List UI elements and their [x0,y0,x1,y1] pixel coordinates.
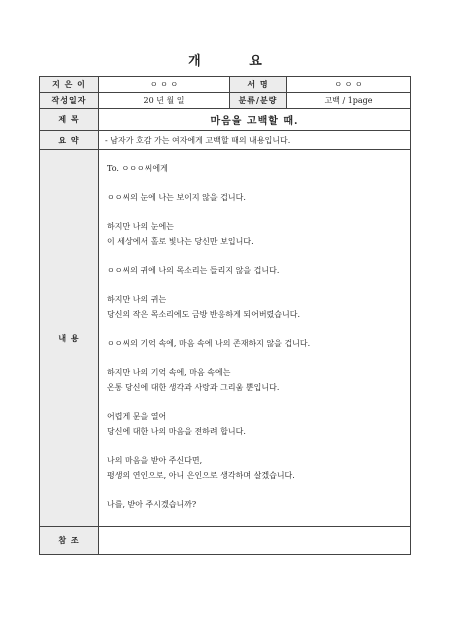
signature-value: ㅇ ㅇ ㅇ [287,77,411,93]
summary-label: 요 약 [40,131,99,150]
content-line: 온통 당신에 대한 생각과 사랑과 그리움 뿐입니다. [107,383,280,392]
content-paragraphs [107,161,402,512]
date-value: 20 년 월 일 [99,93,230,109]
date-row [40,93,411,109]
content-paragraph [107,365,402,395]
reference-value [99,527,411,555]
author-label: 지 은 이 [40,77,99,93]
category-value: 고백 / 1page [287,93,411,109]
date-label: 작성일자 [40,93,99,109]
author-value: ㅇ ㅇ ㅇ [99,77,230,93]
reference-label: 참 조 [40,527,99,555]
content-paragraph [107,190,402,205]
content-line: 당신에 대한 나의 마음을 전하려 합니다. [107,427,246,436]
document-title: 개 요 [188,54,284,69]
content-paragraph [107,219,402,249]
category-label: 분류/분량 [230,93,287,109]
subject-row [40,109,411,131]
content-paragraph [107,263,402,278]
content-paragraph [107,497,402,512]
content-line: 하지만 나의 기억 속에, 마음 속에는 [107,368,231,377]
subject-label: 제 목 [40,109,99,131]
content-line: ㅇㅇ씨의 눈에 나는 보이지 않을 겁니다. [107,193,246,202]
content-row [40,150,411,527]
content-line: 당신의 작은 목소리에도 금방 반응하게 되어버렸습니다. [107,310,300,319]
content-paragraph [107,292,402,322]
overview-form-table [39,76,411,555]
summary-row [40,131,411,150]
content-paragraph [107,161,402,176]
content-line: ㅇㅇ씨의 귀에 나의 목소리는 들리지 않을 겁니다. [107,266,280,275]
content-line: 어렵게 문을 열어 [107,412,167,421]
signature-label: 서 명 [230,77,287,93]
content-line: To. ㅇㅇㅇ씨에게 [107,164,168,173]
content-line: 나를, 받아 주시겠습니까? [107,500,197,509]
content-paragraph [107,336,402,351]
content-paragraph [107,409,402,439]
content-line: ㅇㅇ씨의 기억 속에, 마음 속에 나의 존재하지 않을 겁니다. [107,339,311,348]
content-body [99,150,411,527]
subject-value: 마음을 고백할 때. [99,109,411,131]
content-line: 하지만 나의 눈에는 [107,222,174,231]
summary-value: - 남자가 호감 가는 여자에게 고백할 때의 내용입니다. [99,131,411,150]
author-row [40,77,411,93]
content-line: 나의 마음을 받아 주신다면, [107,456,203,465]
content-line: 평생의 연인으로, 아니 은인으로 생각하며 살겠습니다. [107,471,295,480]
content-paragraph [107,453,402,483]
content-label: 내 용 [40,150,99,527]
content-line: 이 세상에서 홀로 빛나는 당신만 보입니다. [107,237,254,246]
content-line: 하지만 나의 귀는 [107,295,167,304]
reference-row [40,527,411,555]
